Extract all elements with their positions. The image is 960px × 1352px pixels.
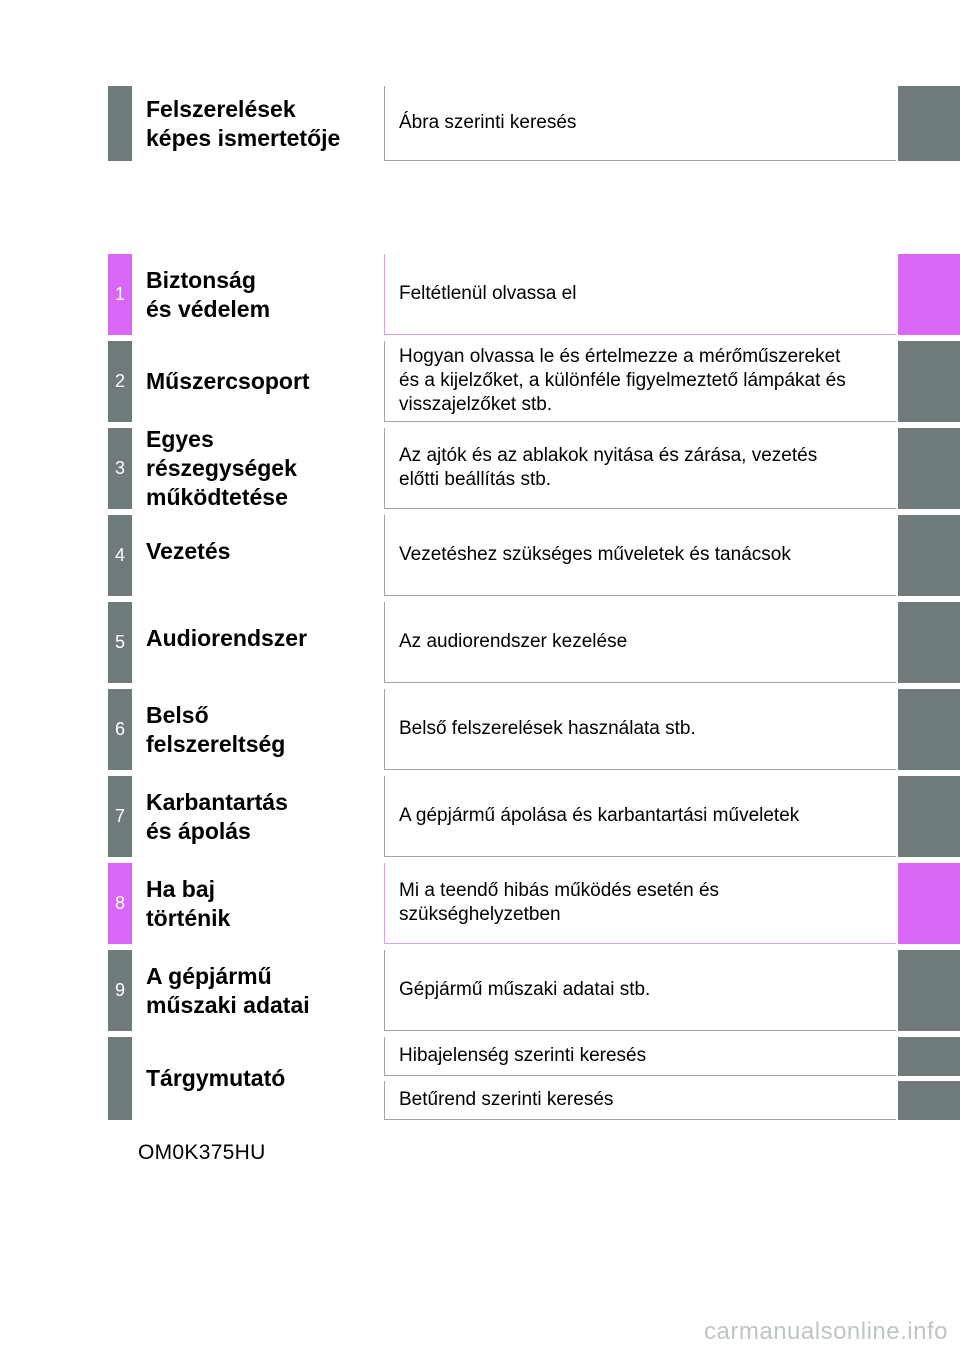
- section-description: Hogyan olvassa le és értelmezze a mérőműszereket és a kijelzőket, a különféle figyelmeztető lámpákat és visszajelzőket stb.: [384, 341, 896, 422]
- section-number: 1: [108, 254, 132, 335]
- section-title: Egyes részegységek működtetése: [146, 426, 297, 510]
- index-item-label: Hibajelenség szerinti keresés: [384, 1037, 896, 1076]
- index-item-alphabetical[interactable]: [108, 1081, 960, 1120]
- index-item-endtab[interactable]: [898, 1037, 960, 1076]
- section-endtab[interactable]: [898, 515, 960, 596]
- manual-code: OM0K375HU: [138, 1141, 266, 1164]
- section-description: Mi a teendő hibás működés esetén és szükséghelyzetben: [384, 863, 896, 944]
- section-title: Vezetés: [146, 538, 231, 564]
- overview-title: Felszerelések képes ismertetője: [146, 95, 341, 151]
- section-row-8[interactable]: [108, 863, 960, 944]
- section-title: Audiorendszer: [146, 625, 308, 651]
- watermark: carmanualsonline.info: [704, 1318, 948, 1345]
- section-title: Műszercsoport: [146, 368, 310, 394]
- section-number: 2: [108, 341, 132, 422]
- section-title: Ha baj történik: [146, 875, 231, 931]
- section-title: Biztonság és védelem: [146, 266, 271, 322]
- section-row-5[interactable]: [108, 602, 960, 683]
- section-title: Karbantartás és ápolás: [146, 788, 288, 844]
- overview-description: Ábra szerinti keresés: [384, 86, 896, 161]
- section-endtab[interactable]: [898, 863, 960, 944]
- section-endtab[interactable]: [898, 950, 960, 1031]
- section-endtab[interactable]: [898, 689, 960, 770]
- section-number: 3: [108, 428, 132, 509]
- section-row-1[interactable]: [108, 254, 960, 335]
- section-description: Gépjármű műszaki adatai stb.: [384, 950, 896, 1031]
- section-row-9[interactable]: [108, 950, 960, 1031]
- section-endtab[interactable]: [898, 776, 960, 857]
- section-description: Belső felszerelések használata stb.: [384, 689, 896, 770]
- section-number: 7: [108, 776, 132, 857]
- section-description: Az audiorendszer kezelése: [384, 602, 896, 683]
- overview-endtab[interactable]: [898, 86, 960, 161]
- section-description: Vezetéshez szükséges műveletek és tanácsok: [384, 515, 896, 596]
- section-endtab[interactable]: [898, 254, 960, 335]
- section-number: 4: [108, 515, 132, 596]
- section-title: A gépjármű műszaki adatai: [146, 962, 310, 1018]
- section-row-7[interactable]: [108, 776, 960, 857]
- section-row-3[interactable]: [108, 428, 960, 509]
- section-description: Az ajtók és az ablakok nyitása és zárása, vezetés előtti beállítás stb.: [384, 428, 896, 509]
- overview-row[interactable]: [108, 86, 960, 161]
- section-title: Belső felszereltség: [146, 701, 286, 757]
- section-row-6[interactable]: [108, 689, 960, 770]
- section-description: A gépjármű ápolása és karbantartási műveletek: [384, 776, 896, 857]
- section-number: 8: [108, 863, 132, 944]
- section-endtab[interactable]: [898, 341, 960, 422]
- index-item-symptom[interactable]: [108, 1037, 960, 1076]
- section-number: 6: [108, 689, 132, 770]
- section-number: 9: [108, 950, 132, 1031]
- section-description: Feltétlenül olvassa el: [384, 254, 896, 335]
- section-row-4[interactable]: [108, 515, 960, 596]
- overview-tab: [108, 86, 132, 161]
- index-title: Tárgymutató: [146, 1065, 286, 1091]
- section-endtab[interactable]: [898, 428, 960, 509]
- section-number: 5: [108, 602, 132, 683]
- section-endtab[interactable]: [898, 602, 960, 683]
- section-row-2[interactable]: [108, 341, 960, 422]
- index-item-endtab[interactable]: [898, 1081, 960, 1120]
- index-item-label: Betűrend szerinti keresés: [384, 1081, 896, 1120]
